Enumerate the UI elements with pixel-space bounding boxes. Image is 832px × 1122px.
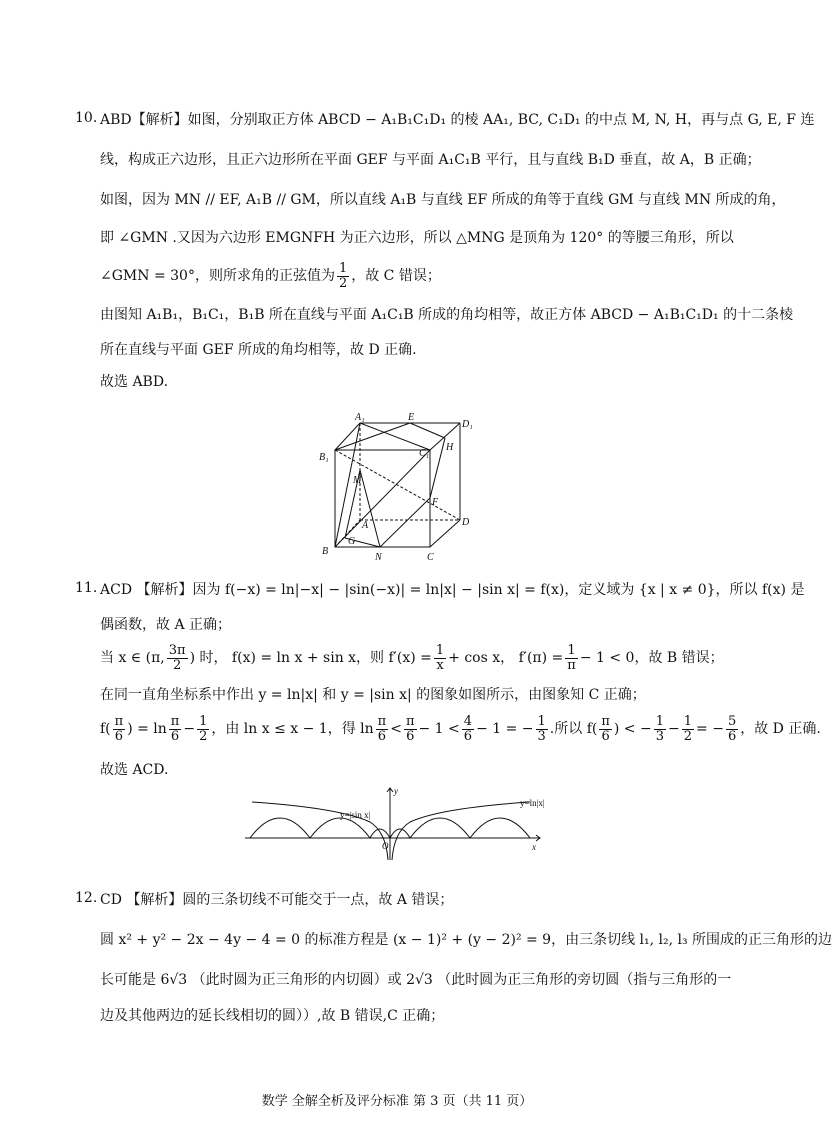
fraction-5-over-6 bbox=[726, 715, 738, 744]
q12-line-4: 边及其他两边的延长线相切的圆））,故 B 错误,C 正确； bbox=[100, 1008, 445, 1024]
q10-line-5 bbox=[100, 260, 441, 292]
q11-line-5-h: .所以 f( bbox=[549, 721, 598, 737]
q11-line-3 bbox=[100, 642, 724, 674]
fraction-numerator: 3π bbox=[168, 642, 186, 658]
label-a1: A₁ bbox=[355, 412, 365, 423]
fraction-numerator: π bbox=[377, 713, 387, 729]
fraction-numerator: π bbox=[170, 713, 180, 729]
label-c1: C₁ bbox=[419, 448, 430, 459]
q11-line-3-c: + cos x， f′(π) = bbox=[448, 650, 564, 666]
fraction-1-over-2 bbox=[682, 715, 694, 744]
fraction-denominator: x bbox=[436, 657, 444, 673]
q10-line-5-a: ∠GMN = 30°，则所求角的正弦值为 bbox=[100, 268, 335, 284]
fraction-denominator: 6 bbox=[377, 728, 387, 744]
fraction-numerator: 1 bbox=[199, 713, 208, 729]
line-f-n bbox=[380, 498, 430, 547]
q11-line-3-b: ) 时， f(x) = ln x + sin x，则 f′(x) = bbox=[189, 650, 432, 666]
q11-line-5-e: < bbox=[390, 721, 402, 737]
fraction-denominator: 2 bbox=[173, 657, 182, 673]
fraction-pi-over-6 bbox=[376, 715, 389, 744]
fraction-denominator: 3 bbox=[655, 728, 664, 744]
q12-number: 12. bbox=[75, 890, 98, 906]
fraction-denominator: 6 bbox=[601, 728, 610, 744]
fraction-numerator: 1 bbox=[537, 713, 546, 729]
label-sin: y=|sin x| bbox=[340, 810, 371, 820]
line-c1-b bbox=[335, 450, 430, 547]
fraction-numerator: 1 bbox=[683, 713, 693, 729]
q10-line-4: 即 ∠GMN .又因为六边形 EMGNFH 为正六边形，所以 △MNG 是顶角为 120° 的等腰三角形，所以 bbox=[100, 230, 734, 246]
q11-line-5-l: ，故 D 正确. bbox=[740, 721, 821, 737]
q11-line-1: ACD 【解析】因为 f(−x) = ln|−x| − |sin(−x)| = ln|x| − |sin x| = f(x)，定义域为 {x | x ≠ 0}，所以 f(x) 是 bbox=[100, 582, 805, 598]
line-h-f bbox=[430, 438, 445, 498]
fraction-1-over-2 bbox=[197, 715, 209, 744]
fraction-1-over-x bbox=[434, 644, 446, 673]
fraction-numerator: 1 bbox=[435, 642, 445, 658]
fraction-denominator: 6 bbox=[114, 728, 124, 744]
label-b: B bbox=[322, 546, 329, 557]
fraction-numerator: 1 bbox=[338, 260, 348, 276]
line-e-h bbox=[410, 423, 445, 438]
fraction-denominator: 2 bbox=[683, 728, 693, 744]
q11-line-5-f: − 1 < bbox=[418, 721, 460, 737]
label-g: G bbox=[348, 536, 356, 547]
q11-line-5-j: − bbox=[668, 721, 680, 737]
fraction-numerator: π bbox=[405, 713, 415, 729]
edge-c1-d1 bbox=[430, 423, 460, 450]
fraction-one-half bbox=[337, 262, 349, 291]
label-h: H bbox=[446, 442, 454, 453]
q10-line-2: 线，构成正六边形，且正六边形所在平面 GEF 与平面 A₁C₁B 平行，且与直线 B₁D 垂直，故 A，B 正确； bbox=[100, 152, 761, 168]
fraction-pi-over-6 bbox=[599, 715, 612, 744]
fraction-pi-over-6 bbox=[113, 715, 126, 744]
fraction-1-over-3 bbox=[654, 715, 666, 744]
fraction-denominator: π bbox=[567, 657, 576, 673]
q11-line-5-g: − 1 = − bbox=[476, 721, 534, 737]
label-n: N bbox=[375, 552, 382, 563]
fraction-pi-over-6 bbox=[404, 715, 417, 744]
cube-figure bbox=[315, 410, 485, 565]
fraction-denominator: 6 bbox=[463, 728, 473, 744]
q11-line-5-b: ) = ln bbox=[127, 721, 167, 737]
edge-c-d bbox=[430, 520, 460, 547]
fraction-1-over-pi bbox=[565, 644, 578, 673]
q12-line-1: CD 【解析】圆的三条切线不可能交于一点，故 A 错误； bbox=[100, 892, 454, 908]
q10-line-5-b: ，故 C 错误； bbox=[351, 268, 441, 284]
label-c: C bbox=[427, 552, 434, 563]
function-graph bbox=[240, 782, 560, 862]
fraction-4-over-6 bbox=[462, 715, 474, 744]
q10-line-3: 如图，因为 MN // EF, A₁B // GM，所以直线 A₁B 与直线 EF 所成的角等于直线 GM 与直线 MN 所成的角， bbox=[100, 192, 786, 208]
label-ln: y=ln|x| bbox=[520, 798, 545, 808]
line-e-b1 bbox=[335, 423, 410, 450]
fraction-denominator: 2 bbox=[338, 275, 348, 291]
graph-origin-label: O bbox=[382, 841, 389, 851]
q11-line-2: 偶函数，故 A 正确； bbox=[100, 617, 232, 633]
q12-line-2: 圆 x² + y² − 2x − 4y − 4 = 0 的标准方程是 (x − 1)² + (y − 2)² = 9，由三条切线 l₁, l₂, l₃ 所围成的正三角形的边 bbox=[100, 932, 832, 948]
fraction-denominator: 6 bbox=[406, 728, 415, 744]
q11-line-6: 故选 ACD. bbox=[100, 762, 169, 778]
q11-line-5-d: ，由 ln x ≤ x − 1，得 ln bbox=[211, 721, 374, 737]
q11-line-5 bbox=[100, 713, 821, 745]
fraction-1-over-3 bbox=[536, 715, 548, 744]
q11-line-5-c: − bbox=[183, 721, 196, 737]
ln-curve-right bbox=[392, 802, 530, 860]
fraction-denominator: 6 bbox=[727, 728, 737, 744]
fraction-denominator: 2 bbox=[199, 728, 208, 744]
label-d: D bbox=[462, 517, 470, 528]
q10-line-8: 故选 ABD. bbox=[100, 374, 169, 390]
graph-x-label: x bbox=[532, 842, 536, 852]
fraction-denominator: 6 bbox=[170, 728, 180, 744]
fraction-numerator: 5 bbox=[727, 713, 737, 729]
label-e: E bbox=[408, 412, 415, 423]
q11-number: 11. bbox=[75, 580, 98, 596]
fraction-numerator: π bbox=[114, 713, 124, 729]
fraction-denominator: 3 bbox=[537, 728, 546, 744]
fraction-3pi-over-2 bbox=[167, 644, 188, 673]
q11-line-5-k: = − bbox=[696, 721, 724, 737]
q10-line-7: 所在直线与平面 GEF 所成的角均相等，故 D 正确. bbox=[100, 342, 417, 358]
graph-y-label: y bbox=[394, 786, 398, 796]
q11-line-3-a: 当 x ∈ (π, bbox=[100, 650, 165, 666]
label-d1: D₁ bbox=[462, 419, 473, 430]
q11-line-5-i: ) < − bbox=[613, 721, 652, 737]
fraction-numerator: 1 bbox=[565, 644, 578, 659]
q10-number: 10. bbox=[75, 110, 98, 126]
q12-line-3: 长可能是 6√3 （此时圆为正三角形的内切圆）或 2√3 （此时圆为正三角形的旁切圆（指与三角形的一 bbox=[100, 972, 732, 988]
q10-line-1: ABD【解析】如图，分别取正方体 ABCD − A₁B₁C₁D₁ 的棱 AA₁, BC, C₁D₁ 的中点 M, N, H，再与点 G, E, F 连 bbox=[100, 112, 815, 128]
label-f: F bbox=[432, 497, 439, 508]
label-m: M bbox=[353, 475, 362, 486]
q11-line-4: 在同一直角坐标系中作出 y = ln|x| 和 y = |sin x| 的图象如图所示，由图象知 C 正确； bbox=[100, 687, 646, 703]
fraction-numerator: π bbox=[601, 713, 610, 729]
fraction-numerator: 4 bbox=[463, 713, 473, 729]
q11-line-3-e: − 1 < 0，故 B 错误； bbox=[579, 650, 724, 666]
page-footer: 数学 全解全析及评分标准 第 3 页（共 11 页） bbox=[261, 1094, 533, 1109]
label-a: A bbox=[362, 520, 369, 531]
fraction-pi-over-6 bbox=[169, 715, 182, 744]
fraction-numerator: 1 bbox=[655, 713, 664, 729]
q11-line-5-a: f( bbox=[100, 721, 111, 737]
line-m-n bbox=[360, 470, 380, 547]
q10-line-6: 由图知 A₁B₁，B₁C₁，B₁B 所在直线与平面 A₁C₁B 所成的角均相等，故正方体 ABCD − A₁B₁C₁D₁ 的十二条棱 bbox=[100, 307, 794, 323]
label-b1: B₁ bbox=[319, 452, 329, 463]
